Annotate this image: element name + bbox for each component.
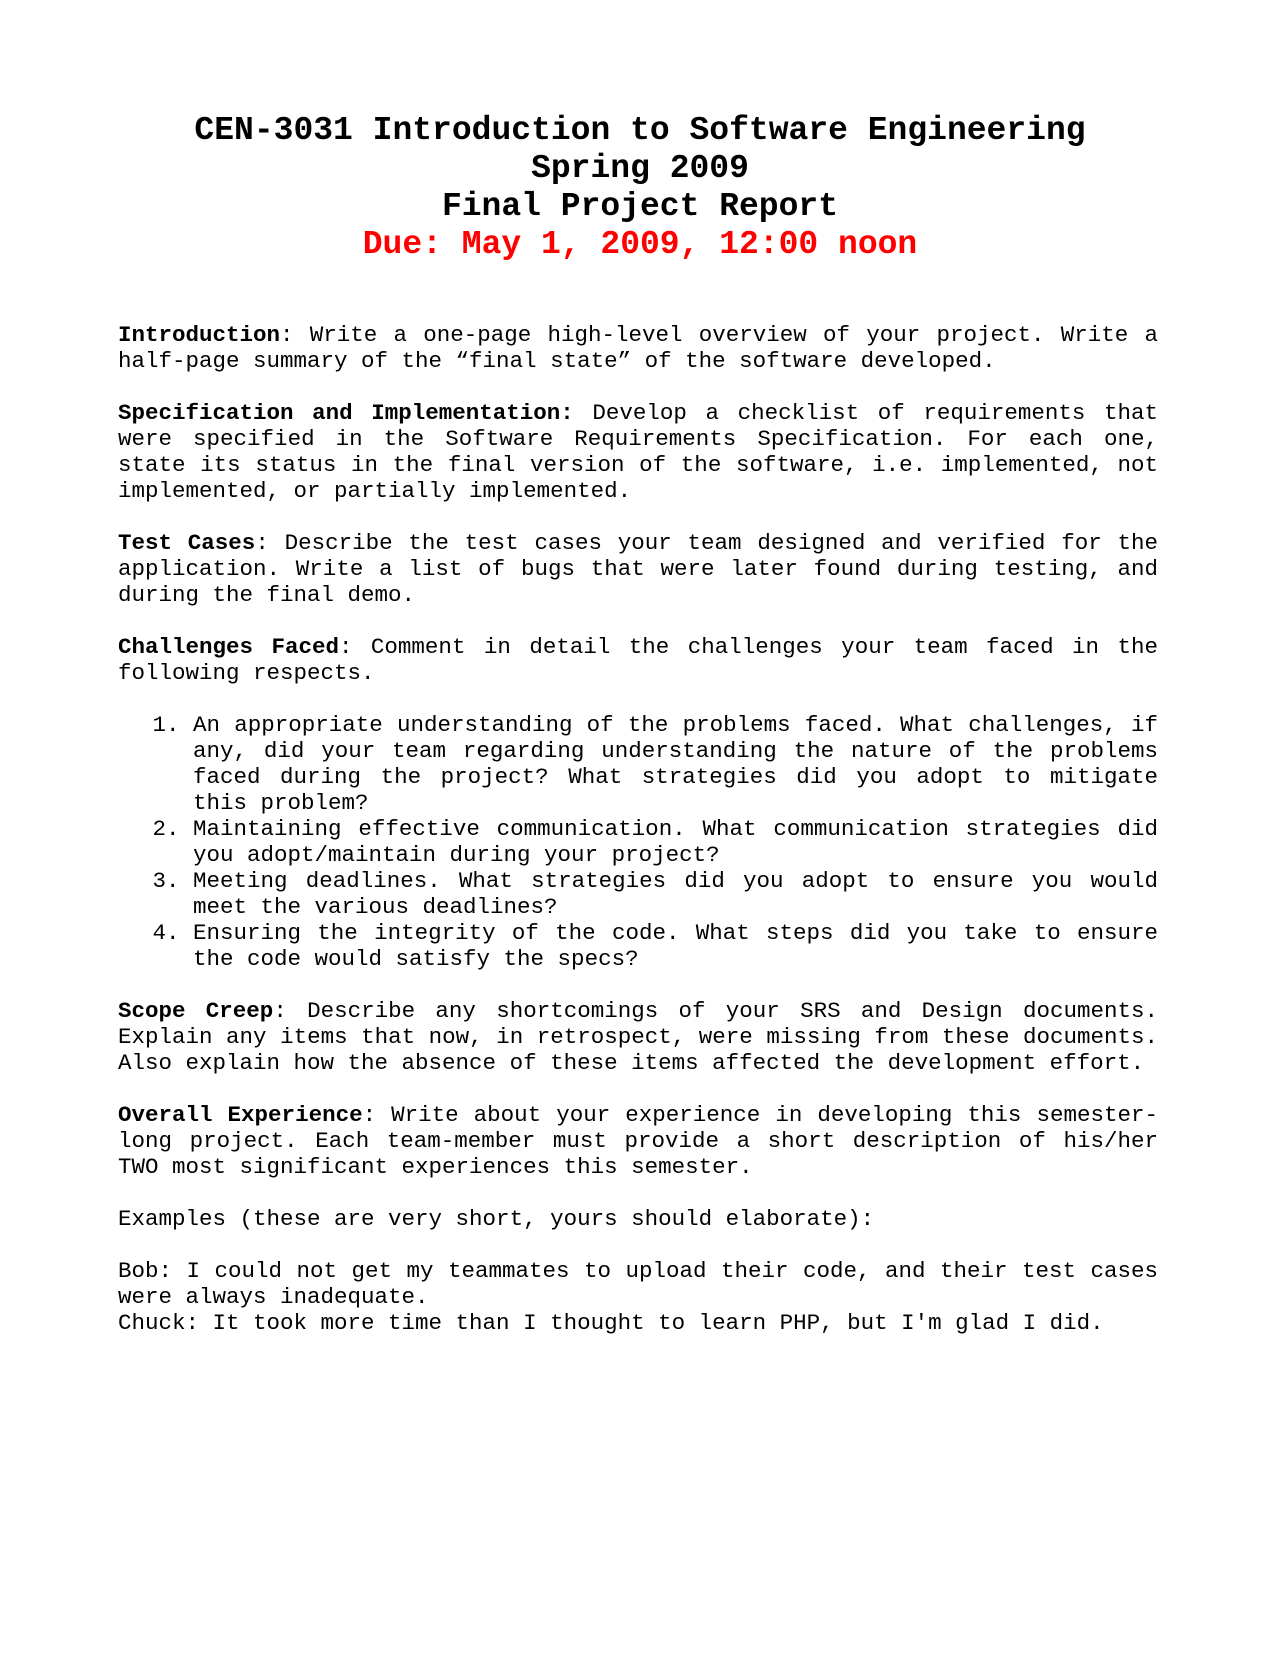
document-header [0,112,1280,264]
scope-creep-section [118,998,1158,1076]
introduction-text: : Write a one-page high-level overview of your project. Write a half-page summary of the “final state” of the software developed. [118,322,1158,374]
course-title: CEN-3031 Introduction to Software Engineering [194,112,1086,149]
scope-creep-label: Scope Creep [118,998,274,1024]
spec-section [118,400,1158,504]
examples-intro: Examples (these are very short, yours should elaborate): [118,1206,875,1232]
list-item: 1. An appropriate understanding of the problems faced. What challenges, if any, did your team regarding understanding the nature of the problems faced during the project? What strategies did you adopt to mitigate this problem? [193,712,1158,816]
challenges-section [118,634,1158,686]
overall-experience-text: : Write about your experience in developing this semester-long project. Each team-member must provide a short description of his/her TWO most significant experiences this semester. [118,1102,1158,1180]
list-item: 2. Maintaining effective communication. What communication strategies did you adopt/maintain during your project? [193,816,1158,868]
introduction-label: Introduction [118,322,281,348]
challenges-list [118,712,1158,972]
challenges-label: Challenges Faced [118,634,339,660]
introduction-section [118,322,1158,374]
spec-text: Develop a checklist of requirements that were specified in the Software Requirements Specification. For each one, state its status in the final version of the software, i.e. implemented, not implemented, or partially implemented. [118,400,1158,504]
list-item: 4. Ensuring the integrity of the code. What steps did you take to ensure the code would satisfy the specs? [193,920,1158,972]
examples-block [118,1258,1158,1336]
overall-experience-label: Overall Experience [118,1102,363,1128]
spec-label: Specification and Implementation: [118,400,574,426]
test-cases-text: : Describe the test cases your team designed and verified for the application. Write a list of bugs that were later found during testing, and during the final demo. [118,530,1158,608]
document-title: Final Project Report [441,188,839,225]
example-bob: Bob: I could not get my teammates to upload their code, and their test cases were always inadequate. [118,1258,1158,1310]
test-cases-label: Test Cases [118,530,256,556]
due-date: Due: May 1, 2009, 12:00 noon [362,226,918,263]
challenges-text: : Comment in detail the challenges your team faced in the following respects. [118,634,1158,686]
list-item: 3. Meeting deadlines. What strategies did you adopt to ensure you would meet the various deadlines? [193,868,1158,920]
test-cases-section [118,530,1158,608]
term: Spring 2009 [531,150,749,187]
overall-experience-section [118,1102,1158,1180]
example-chuck: Chuck: It took more time than I thought to learn PHP, but I'm glad I did. [118,1310,1104,1336]
document-body [118,322,1158,1336]
scope-creep-text: : Describe any shortcomings of your SRS and Design documents. Explain any items that now, in retrospect, were missing from these documents. Also explain how the absence of these items affected the development effort. [118,998,1158,1076]
